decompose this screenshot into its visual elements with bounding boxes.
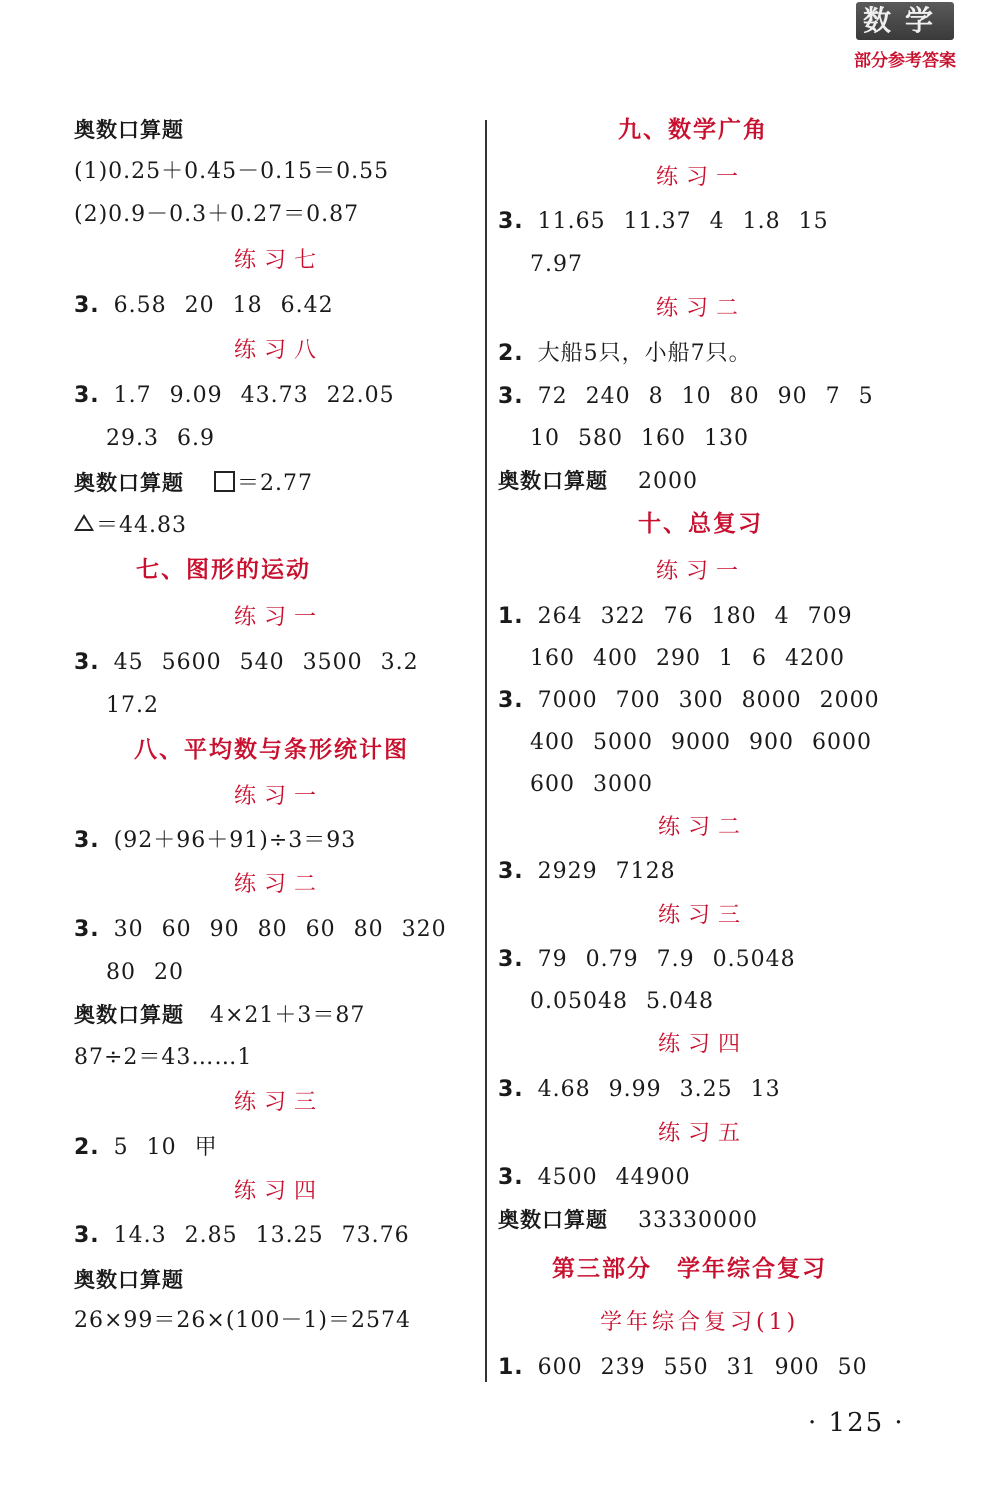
answer-value: 4200 bbox=[785, 646, 845, 671]
answer-value: 72 bbox=[537, 384, 568, 409]
answer-value: 6.58 bbox=[113, 293, 167, 318]
question-number: 3. bbox=[498, 688, 524, 713]
answer-value: 10 bbox=[681, 384, 712, 409]
review-title: 学年综合复习(1) bbox=[600, 1310, 800, 1335]
answer-line bbox=[74, 1134, 218, 1162]
question-number: 3. bbox=[498, 209, 524, 234]
answer-value: (92＋96＋91)÷3＝93 bbox=[113, 828, 357, 853]
answer-line bbox=[530, 425, 749, 453]
answer-value: 9000 bbox=[671, 730, 731, 755]
triangle-icon bbox=[74, 514, 94, 531]
answer-value: 8000 bbox=[741, 688, 802, 713]
olympiad-label: 奥数口算题 bbox=[74, 1003, 184, 1027]
answer-value: 1.8 bbox=[742, 209, 781, 234]
answer-value: 80 bbox=[257, 917, 288, 942]
answer-line: 87÷2＝43……1 bbox=[74, 1045, 253, 1070]
answer-value: 300 bbox=[678, 688, 724, 713]
answer-value: 160 bbox=[530, 646, 575, 671]
answer-line bbox=[530, 771, 653, 799]
answer-value: 709 bbox=[807, 604, 853, 629]
answer-value: 6.42 bbox=[280, 293, 334, 318]
answer-line bbox=[74, 292, 334, 320]
answer-line bbox=[498, 1076, 781, 1104]
answer-value: 400 bbox=[530, 730, 575, 755]
answer-value: 10 bbox=[146, 1135, 177, 1160]
answer-value: 80 bbox=[353, 917, 384, 942]
answer-value: 14.3 bbox=[113, 1223, 167, 1248]
answer-value: 4 bbox=[774, 604, 790, 629]
exercise-title: 练习一 bbox=[656, 165, 747, 190]
subject-label: 数学 bbox=[856, 2, 954, 40]
question-number: 3. bbox=[74, 828, 100, 853]
answer-value: 239 bbox=[600, 1355, 646, 1380]
answer-value: 322 bbox=[600, 604, 646, 629]
answer-line bbox=[74, 469, 313, 498]
answer-value: 180 bbox=[711, 604, 757, 629]
answer-value: 550 bbox=[663, 1355, 709, 1380]
answer-line bbox=[74, 382, 395, 410]
answer-value: 4.68 bbox=[537, 1077, 591, 1102]
answer-value: 13.25 bbox=[255, 1223, 324, 1248]
answer-line bbox=[74, 649, 419, 677]
answer-value: 76 bbox=[663, 604, 694, 629]
answer-value: 264 bbox=[537, 604, 583, 629]
answer-value: 3.2 bbox=[380, 650, 419, 675]
answer-value: 甲 bbox=[194, 1135, 218, 1160]
answer-value: 7128 bbox=[615, 859, 676, 884]
question-number: 3. bbox=[74, 1223, 100, 1248]
part-title: 第三部分 学年综合复习 bbox=[552, 1256, 827, 1282]
section-title: 八、平均数与条形统计图 bbox=[134, 737, 409, 763]
answer-value: 3000 bbox=[593, 772, 653, 797]
answer-value: 0.79 bbox=[585, 947, 639, 972]
answer-value: 44900 bbox=[615, 1165, 691, 1190]
answer-value: 43.73 bbox=[240, 383, 309, 408]
olympiad-label: 奥数口算题 bbox=[498, 469, 608, 493]
exercise-title: 练习二 bbox=[658, 815, 749, 840]
answer-value: 18 bbox=[232, 293, 263, 318]
section-title: 九、数学广角 bbox=[618, 117, 768, 143]
answer-value: 11.65 bbox=[537, 209, 606, 234]
answer-line bbox=[498, 858, 676, 886]
answer-line bbox=[498, 687, 880, 715]
answer-value: 540 bbox=[239, 650, 285, 675]
answer-line bbox=[74, 1222, 410, 1250]
answer-value: 580 bbox=[578, 426, 623, 451]
answer-value: 20 bbox=[184, 293, 215, 318]
answer-value: 80 bbox=[106, 960, 136, 985]
question-number: 3. bbox=[74, 917, 100, 942]
question-number: 2. bbox=[74, 1135, 100, 1160]
answer-line bbox=[498, 383, 874, 411]
answer-line bbox=[74, 827, 356, 855]
exercise-title: 练习一 bbox=[234, 784, 325, 809]
answer-value: 90 bbox=[777, 384, 808, 409]
square-icon bbox=[214, 471, 235, 492]
answer-line bbox=[498, 467, 698, 496]
answer-value: ＝2.77 bbox=[237, 471, 313, 496]
answer-value: 9.99 bbox=[608, 1077, 662, 1102]
answer-line bbox=[530, 729, 872, 757]
answer-value: 31 bbox=[726, 1355, 757, 1380]
answer-value: 5 bbox=[858, 384, 874, 409]
exercise-title: 练习二 bbox=[656, 296, 747, 321]
answer-value: 79 bbox=[537, 947, 568, 972]
answer-value: 0.05048 bbox=[530, 989, 628, 1014]
answer-value: 30 bbox=[113, 917, 144, 942]
question-number: 2. bbox=[498, 341, 524, 366]
answer-value: 22.05 bbox=[326, 383, 395, 408]
answer-value: 60 bbox=[161, 917, 192, 942]
exercise-title: 练习三 bbox=[658, 903, 749, 928]
answer-value: 600 bbox=[530, 772, 575, 797]
answer-line bbox=[74, 1001, 365, 1030]
answer-line bbox=[530, 645, 845, 673]
answer-value: 160 bbox=[641, 426, 686, 451]
column-divider bbox=[485, 120, 487, 1382]
answer-line bbox=[498, 1354, 868, 1382]
question-number: 3. bbox=[74, 293, 100, 318]
answer-value: 6 bbox=[752, 646, 767, 671]
question-number: 1. bbox=[498, 604, 524, 629]
answer-value: 130 bbox=[704, 426, 749, 451]
exercise-title: 练习三 bbox=[234, 1090, 325, 1115]
exercise-title: 练习八 bbox=[234, 338, 325, 363]
answer-value: 90 bbox=[209, 917, 240, 942]
answer-value: ＝44.83 bbox=[96, 513, 187, 538]
olympiad-label: 奥数口算题 bbox=[74, 118, 184, 142]
exercise-title: 练习一 bbox=[656, 559, 747, 584]
page-number: · 125 · bbox=[808, 1408, 905, 1438]
answer-value: 6000 bbox=[812, 730, 872, 755]
answer-line bbox=[530, 988, 714, 1016]
answer-value: 5.048 bbox=[645, 989, 714, 1014]
answer-value: 45 bbox=[113, 650, 144, 675]
answer-value: 11.37 bbox=[623, 209, 692, 234]
answer-value: 7.9 bbox=[656, 947, 695, 972]
exercise-title: 练习五 bbox=[658, 1121, 749, 1146]
answer-line bbox=[498, 340, 752, 368]
answer-line bbox=[498, 1164, 691, 1192]
answer-value: 5000 bbox=[593, 730, 653, 755]
question-number: 3. bbox=[498, 859, 524, 884]
question-number: 1. bbox=[498, 1355, 524, 1380]
answer-value: 9.09 bbox=[169, 383, 223, 408]
answer-value: 0.5048 bbox=[712, 947, 796, 972]
answer-value: 6.9 bbox=[176, 426, 215, 451]
olympiad-label: 奥数口算题 bbox=[74, 471, 184, 495]
answer-value: 7000 bbox=[537, 688, 598, 713]
answer-value: 73.76 bbox=[341, 1223, 410, 1248]
question-number: 3. bbox=[74, 650, 100, 675]
exercise-title: 练习四 bbox=[658, 1032, 749, 1057]
olympiad-label: 奥数口算题 bbox=[498, 1208, 608, 1232]
answer-value: 5 bbox=[113, 1135, 129, 1160]
answer-line: 17.2 bbox=[106, 693, 159, 718]
section-title: 十、总复习 bbox=[638, 511, 763, 537]
answer-line bbox=[498, 1206, 758, 1235]
answer-value: 700 bbox=[615, 688, 661, 713]
answer-value: 15 bbox=[798, 209, 829, 234]
answer-value: 1.7 bbox=[113, 383, 152, 408]
question-number: 3. bbox=[498, 1077, 524, 1102]
answer-value: 20 bbox=[154, 960, 184, 985]
answer-value: 320 bbox=[401, 917, 447, 942]
answer-line bbox=[106, 425, 215, 453]
answer-line: (1)0.25＋0.45－0.15＝0.55 bbox=[74, 159, 390, 184]
answer-value: 2929 bbox=[537, 859, 598, 884]
answer-line bbox=[74, 916, 447, 944]
question-number: 3. bbox=[498, 947, 524, 972]
answer-value: 1 bbox=[719, 646, 734, 671]
answer-value: 900 bbox=[774, 1355, 820, 1380]
answer-value: 900 bbox=[749, 730, 794, 755]
question-number: 3. bbox=[498, 384, 524, 409]
olympiad-label: 奥数口算题 bbox=[74, 1268, 184, 1292]
answer-value: 80 bbox=[729, 384, 760, 409]
subject-badge bbox=[846, 0, 964, 78]
answer-line bbox=[106, 959, 184, 987]
answers-title: 部分参考答案 bbox=[854, 51, 956, 71]
answer-value: 60 bbox=[305, 917, 336, 942]
answer-value: 33330000 bbox=[638, 1208, 758, 1233]
answer-line bbox=[498, 208, 829, 236]
answer-value: 400 bbox=[593, 646, 638, 671]
answer-value: 7 bbox=[825, 384, 841, 409]
question-number: 3. bbox=[74, 383, 100, 408]
answer-line: 26×99＝26×(100－1)＝2574 bbox=[74, 1308, 411, 1333]
answer-value: 2000 bbox=[819, 688, 880, 713]
answer-value: 10 bbox=[530, 426, 560, 451]
answer-value: 5600 bbox=[161, 650, 222, 675]
answer-value: 2.85 bbox=[184, 1223, 238, 1248]
answer-value: 3500 bbox=[302, 650, 363, 675]
answer-value: 4×21＋3＝87 bbox=[210, 1003, 366, 1028]
answer-value: 13 bbox=[750, 1077, 781, 1102]
answer-line bbox=[74, 512, 187, 540]
answer-line: (2)0.9－0.3＋0.27＝0.87 bbox=[74, 202, 360, 227]
exercise-title: 练习一 bbox=[234, 605, 325, 630]
answer-value: 240 bbox=[585, 384, 631, 409]
answer-line bbox=[498, 946, 796, 974]
answer-value: 3.25 bbox=[679, 1077, 733, 1102]
answer-line: 7.97 bbox=[530, 252, 583, 277]
answer-value: 4500 bbox=[537, 1165, 598, 1190]
exercise-title: 练习二 bbox=[234, 872, 325, 897]
answer-value: 8 bbox=[648, 384, 664, 409]
exercise-title: 练习四 bbox=[234, 1179, 325, 1204]
answer-value: 290 bbox=[656, 646, 701, 671]
answer-value: 600 bbox=[537, 1355, 583, 1380]
section-title: 七、图形的运动 bbox=[136, 557, 311, 583]
question-number: 3. bbox=[498, 1165, 524, 1190]
answer-value: 29.3 bbox=[106, 426, 159, 451]
answer-line bbox=[498, 603, 853, 631]
answer-value: 大船5只，小船7只。 bbox=[537, 341, 752, 366]
answer-value: 50 bbox=[837, 1355, 868, 1380]
answer-value: 2000 bbox=[638, 469, 698, 494]
answer-value: 4 bbox=[709, 209, 725, 234]
exercise-title: 练习七 bbox=[234, 248, 325, 273]
